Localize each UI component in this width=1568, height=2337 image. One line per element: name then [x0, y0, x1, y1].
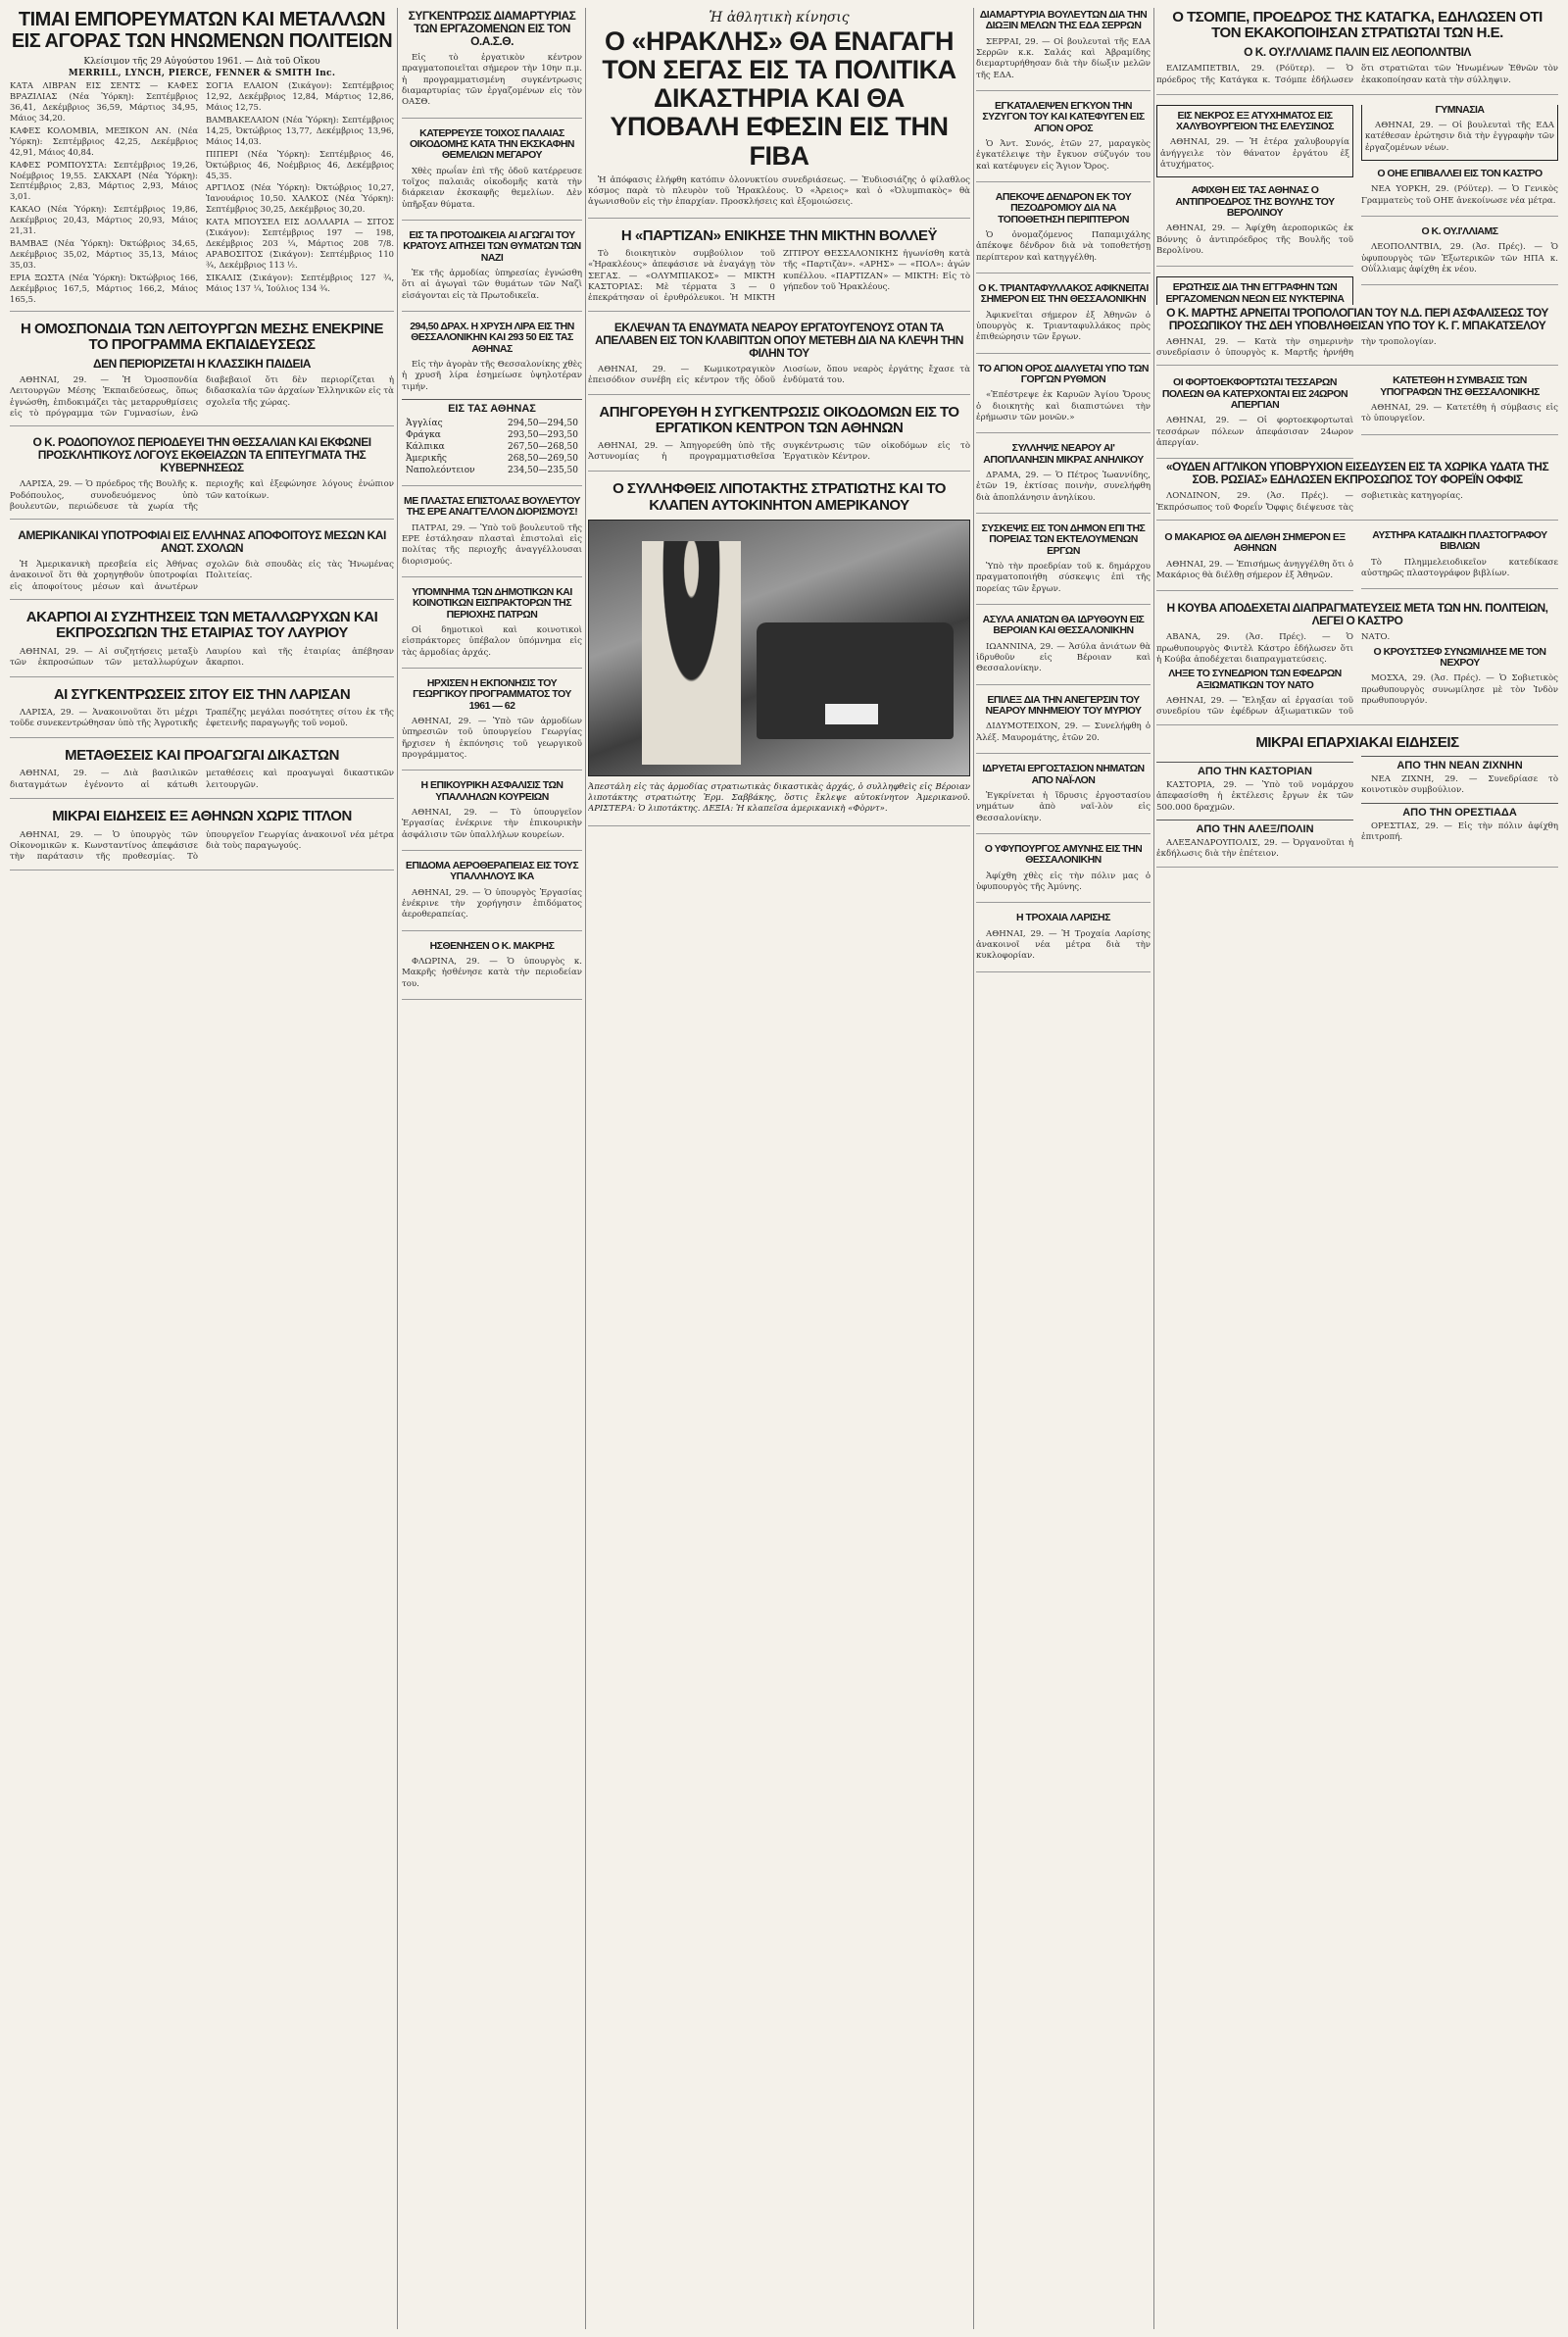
subheadline: Ο Κ. ΟΥ.Ι'ΛΛΙΑΜΣ ΠΑΛΙΝ ΕΙΣ ΛΕΟΠΟΛΝΤΒΙΛ [1244, 45, 1471, 60]
column-rule [585, 8, 586, 2329]
article-partizan [588, 228, 970, 312]
headline: ΕΠΙΔΟΜΑ ΑΕΡΟΘΕΡΑΠΕΙΑΣ ΕΙΣ ΤΟΥΣ ΥΠΑΛΛΗΛΟΥΣ ΙΚΑ [405, 860, 579, 883]
table-row [402, 453, 582, 465]
rate-label: Κάλπικα [406, 441, 445, 452]
commodity-prices-article [10, 10, 394, 312]
headline: ΜΙΚΡΑΙ ΕΙΔΗΣΕΙΣ ΕΞ ΑΘΗΝΩΝ ΧΩΡΙΣ ΤΙΤΛΟΝ [52, 808, 352, 825]
article-body: ΑΘΗΝΑΙ, 29. — Ἡ ἐτέρα χαλυβουργία ἀνήγγειλε τὸν θάνατον ἐργάτου ἐξ ἀτυχήματος. [1160, 137, 1349, 170]
price-line: ΚΑΤΑ ΛΙΒΡΑΝ ΕΙΣ ΣΕΝΤΣ — ΚΑΦΕΣ ΒΡΑΖΙΛΙΑΣ (Νέα Ὑόρκη): Σεπτέμβριος 36,41, Δεκέμβριος 36,59, Μάρτιος 34,95, Μάιος 34,20. [10, 80, 198, 123]
article-body: ΦΛΩΡΙΝΑ, 29. — Ὁ ὑπουργὸς κ. Μακρῆς ἠσθένησε κατὰ τὴν περιοδείαν του. [402, 957, 582, 989]
headline: ΑΦΙΧΘΗ ΕΙΣ ΤΑΣ ΑΘΗΝΑΣ Ο ΑΝΤΙΠΡΟΕΔΡΟΣ ΤΗΣ ΒΟΥΛΗΣ ΤΟΥ ΒΕΡΟΛΙΝΟΥ [1175, 184, 1335, 219]
headline: ΕΡΩΤΗΣΙΣ ΔΙΑ ΤΗΝ ΕΓΓΡΑΦΗΝ ΤΩΝ ΕΡΓΑΖΟΜΕΝΩΝ ΝΕΩΝ ΕΙΣ ΝΥΚΤΕΡΙΝΑ ΓΥΜΝΑΣΙΑ [1165, 103, 1485, 305]
headline: ΜΙΚΡΑΙ ΕΠΑΡΧΙΑΚΑΙ ΕΙΔΗΣΕΙΣ [1255, 733, 1459, 751]
gold-rates-table [402, 418, 582, 476]
column-4 [976, 8, 1151, 2329]
article-tree-kiosk [976, 192, 1151, 273]
headline: ΜΕ ΠΛΑΣΤΑΣ ΕΠΙΣΤΟΛΑΣ ΒΟΥΛΕΥΤΟΥ ΤΗΣ ΕΡΕ ΑΝΑΓΓΕΛΛΟΝ ΔΙΟΡΙΣΜΟΥΣ! [404, 494, 580, 519]
headline: ΗΣΘΕΝΗΣΕΝ Ο Κ. ΜΑΚΡΗΣ [429, 939, 555, 952]
headline: Η ΟΜΟΣΠΟΝΔΙΑ ΤΩΝ ΛΕΙΤΟΥΡΓΩΝ ΜΕΣΗΣ ΕΝΕΚΡΙΝΕ ΤΟ ΠΡΟΓΡΑΜΜΑ ΕΚΠΑΙΔΕΥΣΕΩΣ [20, 320, 384, 353]
article-body: ΑΘΗΝΑΙ, 29. — Ἔληξαν αἱ ἐργασίαι τοῦ συνεδρίου τῶν ἐφέδρων ἀξιωματικῶν τοῦ ΝΑΤΟ. [1156, 632, 1391, 718]
closing-date: Κλείσιμον τῆς 29 Αὐγούστου 1961. — Διὰ τοῦ Οἴκου [83, 57, 320, 68]
price-line: ΣΙΚΑΛΙΣ (Σικάγον): Σεπτέμβριος 127 ¾, Μάιος 137 ¼, Ἰούλιος 134 ¾. [206, 272, 394, 293]
article-body: ΣΕΡΡΑΙ, 29. — Οἱ βουλευταὶ τῆς ΕΔΑ Σερρῶν κ.κ. Σαλάς καὶ Ἀβραμίδης διεμαρτυρήθησαν διὰ τὴν δίωξιν μελῶν τῆς ΕΔΑ. [976, 36, 1151, 80]
article-body: ΑΘΗΝΑΙ, 29. — Ἀπηγορεύθη ὑπὸ τῆς Ἀστυνομίας ἡ προγραμματισθεῖσα συγκέντρωσις τῶν οἰκοδόμων εἰς τὸ Ἐργατικὸν Κέντρον. [588, 441, 970, 463]
article-defence-minister [976, 844, 1151, 903]
headline: Η ΤΡΟΧΑΙΑ ΛΑΡΙΣΗΣ [1016, 912, 1110, 924]
headline: 294,50 ΔΡΑΧ. Η ΧΡΥΣΗ ΛΙΡΑ ΕΙΣ ΤΗΝ ΘΕΣΣΑΛΟΝΙΚΗΝ ΚΑΙ 293 50 ΕΙΣ ΤΑΣ ΑΘΗΝΑΣ [410, 320, 574, 355]
headline: ΕΠΙΛΕΞ ΔΙΑ ΤΗΝ ΑΝΕΓΕΡΣΙΝ ΤΟΥ ΝΕΑΡΟΥ ΜΝΗΜΕΙΟΥ ΤΟΥ ΜΥΡΙΟΥ [985, 693, 1142, 718]
article-forger [1361, 530, 1558, 589]
article-body: Τὸ Πλημμελειοδικεῖον κατεδίκασε αὐστηρῶς πλαστογράφον βιβλίων. [1361, 557, 1558, 579]
license-plate [825, 704, 878, 724]
rate-label: Φράγκα [406, 429, 441, 440]
article-nazi-victims [402, 230, 582, 312]
article-body: ΛΟΝΔΙΝΟΝ, 29. (Ἀσ. Πρές). — Ἐκπρόσωπος τοῦ Φορεΐν Ὄφφις διέψευσε τὰς σοβιετικὰς κατηγορίας. [1156, 491, 1463, 513]
article-agri-programme [402, 678, 582, 771]
two-column-block [1156, 375, 1558, 459]
headline: Ο ΤΣΟΜΠΕ, ΠΡΟΕΔΡΟΣ ΤΗΣ ΚΑΤΑΓΚΑ, ΕΔΗΛΩΣΕΝ ΟΤΙ ΤΟΝ ΕΚΑΚΟΠΟΙΗΣΑΝ ΣΤΡΑΤΙΩΤΑΙ ΤΩΝ Η.Ε. [1172, 9, 1543, 42]
article-elefsina-accident [1156, 105, 1353, 178]
article-body: Ὁ ὀνομαζόμενος Παπαμιχάλης ἀπέκοψε δένδρον διὰ νὰ τοποθετήσῃ περίπτερον καὶ κατηγγέλθη. [976, 230, 1151, 263]
rate-value: 294,50—294,50 [508, 418, 578, 428]
headline: ΛΗΞΕ ΤΟ ΣΥΝΕΔΡΙΟΝ ΤΩΝ ΕΦΕΔΡΩΝ ΑΞΙΩΜΑΤΙΚΩΝ ΤΟΥ ΝΑΤΟ [1168, 668, 1342, 691]
article-body: ΑΘΗΝΑΙ, 29. — Ἡ Τροχαία Λαρίσης ἀνακοινοῖ νέα μέτρα διὰ τὴν κυκλοφορίαν. [976, 928, 1151, 962]
article-american-scholarships [10, 529, 394, 600]
article-body: ΑΘΗΝΑΙ, 29. — Κατὰ τὴν σημερινὴν συνεδρίασιν ὁ ὑπουργὸς κ. Μαρτῆς ἠρνήθη τὴν τροπολογίαν. [1156, 336, 1437, 359]
headline: ΥΠΟΜΝΗΜΑ ΤΩΝ ΔΗΜΟΤΙΚΩΝ ΚΑΙ ΚΟΙΝΟΤΙΚΩΝ ΕΙΣΠΡΑΚΤΟΡΩΝ ΤΗΣ ΠΕΡΙΟΧΗΣ ΠΑΤΡΩΝ [412, 586, 572, 621]
subheadline: ΔΕΝ ΠΕΡΙΟΡΙΖΕΤΑΙ Η ΚΛΑΣΣΙΚΗ ΠΑΙΔΕΙΑ [93, 357, 311, 371]
commodity-prices-headline: ΤΙΜΑΙ ΕΜΠΟΡΕΥΜΑΤΩΝ ΚΑΙ ΜΕΤΑΛΛΩΝ ΕΙΣ ΑΓΟΡΑΣ ΤΩΝ ΗΝΩΜΕΝΩΝ ΠΟΛΙΤΕΙΩΝ [11, 9, 393, 52]
headline: ΕΚΛΕΨΑΝ ΤΑ ΕΝΔΥΜΑΤΑ ΝΕΑΡΟΥ ΕΡΓΑΤΟΥΓΕΝΟΥΣ ΟΤΑΝ ΤΑ ΑΠΕΛΑΒΕΝ ΕΙΣ ΤΟΝ ΚΛΑΒΙΠΤΩΝ ΟΠΟΥ ΜΕΤΕΒΗ ΔΙΑ ΝΑ ΚΛΕΨΗ ΤΗΝ ΦΙΛΗΝ ΤΟΥ [595, 320, 963, 360]
headline: Ο Κ. ΡΟΔΟΠΟΥΛΟΣ ΠΕΡΙΟΔΕΥΕΙ ΤΗΝ ΘΕΣΣΑΛΙΑΝ ΚΑΙ ΕΚΦΩΝΕΙ ΠΡΟΣΚΛΗΤΙΚΟΥΣ ΛΟΓΟΥΣ ΕΚΘΕΙΑΖΩΝ ΤΑ ΕΠΙΤΕΥΓΜΑΤΑ ΤΗΣ ΚΥΒΕΡΝΗΣΕΩΣ [32, 435, 371, 475]
article-body: ΝΕΑ ΖΙΧΝΗ, 29. — Συνεδρίασε τὸ κοινοτικὸν συμβούλιον. [1361, 773, 1558, 796]
column-2 [402, 8, 582, 2329]
headline: ΗΡΧΙΣΕΝ Η ΕΚΠΟΝΗΣΙΣ ΤΟΥ ΓΕΩΡΓΙΚΟΥ ΠΡΟΓΡΑΜΜΑΤΟΣ ΤΟΥ 1961 — 62 [413, 677, 571, 712]
rate-label: Ἀμερικῆς [406, 453, 447, 464]
article-body: ΟΡΕΣΤΙΑΣ, 29. — Εἰς τὴν πόλιν ἀφίχθη ἐπιτροπή. [1361, 820, 1558, 842]
price-line: ΕΡΙΑ ΞΩΣΤΑ (Νέα Ὑόρκη): Ὀκτώβριος 166, Δεκέμβριος 167,5, Μάρτιος 166,2, Μάιος 165,5. [10, 272, 198, 304]
article-iraklis-segas [588, 27, 970, 219]
article-body: ΑΘΗΝΑΙ, 29. — Οἱ φορτοεκφορτωταὶ τεσσάρων πόλεων ἀπεφάσισαν 24ωρον ἀπεργίαν. [1156, 416, 1353, 449]
article-body: ΑΘΗΝΑΙ, 29. — Ἡ Ὁμοσπονδία Λειτουργῶν Μέσης Ἐκπαιδεύσεως, ὅπως ἐγνώσθη, ἐπιδοκιμάζει τὰς μεταρρυθμίσεις εἰς τὸ πρόγραμμα τῶν Γυμνασίων, ἐνῶ διαβεβαιοῖ ὅτι δὲν περιορίζεται ἡ διδασκαλία τῶν ἀρχαίων Ἑλληνικῶν εἰς τὰ σχολεῖα τῆς χώρας. [10, 374, 394, 419]
article-makarios [1156, 532, 1353, 591]
headline: Ο ΟΗΕ ΕΠΙΒΑΛΛΕΙ ΕΙΣ ΤΟΝ ΚΑΣΤΡΟ [1377, 167, 1543, 179]
lead-headline: Ο «ΗΡΑΚΛΗΣ» ΘΑ ΕΝΑΓΑΓΗ ΤΟΝ ΣΕΓΑΣ ΕΙΣ ΤΑ ΠΟΛΙΤΙΚΑ ΔΙΚΑΣΤΗΡΙΑ ΚΑΙ ΘΑ ΥΠΟΒΑΛΗ ΕΦΕΣΙΝ ΕΙΣ ΤΗΝ FIBA [602, 26, 956, 171]
headline: ΑΙ ΣΥΓΚΕΝΤΡΩΣΕΙΣ ΣΙΤΟΥ ΕΙΣ ΤΗΝ ΛΑΡΙΣΑΝ [53, 685, 351, 703]
article-deserter-photo [588, 481, 970, 825]
provincial-head: ΑΠΟ ΤΗΝ ΑΛΕΞ/ΠΟΛΙΝ [1156, 820, 1353, 835]
headline: ΔΙΑΜΑΡΤΥΡΙΑ ΒΟΥΛΕΥΤΩΝ ΔΙΑ ΤΗΝ ΔΙΩΞΙΝ ΜΕΛΩΝ ΤΗΣ ΕΔΑ ΣΕΡΡΩΝ [979, 9, 1148, 32]
table-row [402, 429, 582, 441]
headline: ΣΥΣΚΕΨΙΣ ΕΙΣ ΤΟΝ ΔΗΜΟΝ ΕΠΙ ΤΗΣ ΠΟΡΕΙΑΣ ΤΩΝ ΕΚΤΕΛΟΥΜΕΝΩΝ ΕΡΓΩΝ [981, 522, 1146, 557]
headline: ΚΑΤΕΤΕΘΗ Η ΣΥΜΒΑΣΙΣ ΤΩΝ ΥΠΟΓΡΑΦΩΝ ΤΗΣ ΘΕΣΣΑΛΟΝΙΚΗΣ [1380, 374, 1540, 398]
rate-value: 267,50—268,50 [508, 441, 578, 452]
article-tshombe [1156, 10, 1558, 95]
price-line: ΒΑΜΒΑΞ (Νέα Ὑόρκη): Ὀκτώβριος 34,65, Δεκέμβριος 35,02, Μάρτιος 35,13, Μάιος 35,03. [10, 238, 198, 270]
article-body: ΙΩΑΝΝΙΝΑ, 29. — Ἀσύλα ἀνιάτων θὰ ἱδρυθοῦν εἰς Βέροιαν καὶ Θεσσαλονίκην. [976, 641, 1151, 674]
article-traffic-larisa [976, 913, 1151, 971]
headline: Ο Κ. ΤΡΙΑΝΤΑΦΥΛΛΑΚΟΣ ΑΦΙΚΝΕΙΤΑΙ ΣΗΜΕΡΟΝ ΕΙΣ ΤΗΝ ΘΕΣΣΑΛΟΝΙΚΗΝ [978, 282, 1149, 306]
provincial-head: ΑΠΟ ΤΗΝ ΟΡΕΣΤΙΑΔΑ [1361, 803, 1558, 819]
article-berlin-vp [1156, 185, 1353, 267]
rate-value: 293,50—293,50 [508, 429, 578, 440]
article-body: ΑΘΗΝΑΙ, 29. — Κωμικοτραγικὸν ἐπεισόδιον συνέβη εἰς κέντρον τῆς ὁδοῦ Λιοσίων, ὅπου νεαρὸς ἐργάτης ἔχασε τὰ ἐνδύματά του. [588, 364, 970, 385]
article-martis-dei [1156, 307, 1558, 367]
article-triantafyllakos [976, 283, 1151, 354]
article-barber-insurance [402, 780, 582, 851]
article-stolen-clothes [588, 322, 970, 395]
article-body: Ἐγκρίνεται ἡ ἵδρυσις ἐργοστασίου νημάτων ἀπὸ ναϊ-λὸν εἰς Θεσσαλονίκην. [976, 790, 1151, 823]
price-line: ΠΙΠΕΡΙ (Νέα Ὑόρκη): Σεπτέμβριος 46, Ὀκτώβριος 46, Νοέμβριος 46, Δεκέμβριος 45,35. [206, 148, 394, 180]
article-body: ΑΘΗΝΑΙ, 29. — Ὁ ὑπουργὸς Ἐργασίας ἐνέκρινε τὴν χορήγησιν ἐπιδόματος ἀεροθεραπείας. [402, 887, 582, 920]
article-body: ΑΒΑΝΑ, 29. (Ἀσ. Πρές). — Ὁ πρωθυπουργὸς Φιντὲλ Κάστρο ἐδήλωσεν ὅτι ἡ Κούβα ἀποδέχεται διαπραγματεύσεις. [1156, 632, 1353, 666]
article-lavrion-miners [10, 610, 394, 677]
article-judges-transfers [10, 748, 394, 799]
article-wheat-larisa [10, 687, 394, 738]
headline: ΑΠΗΓΟΡΕΥΘΗ Η ΣΥΓΚΕΝΤΡΩΣΙΣ ΟΙΚΟΔΟΜΩΝ ΕΙΣ ΤΟ ΕΡΓΑΤΙΚΟΝ ΚΕΝΤΡΟΝ ΤΩΝ ΑΘΗΝΩΝ [599, 403, 959, 436]
article-williams [1361, 226, 1558, 285]
article-body: ΝΕΑ ΥΟΡΚΗ, 29. (Ρόϋτερ). — Ὁ Γενικὸς Γραμματεὺς τοῦ ΟΗΕ ἀνεκοίνωσε νέα μέτρα. [1361, 184, 1558, 206]
headline: ΑΚΑΡΠΟΙ ΑΙ ΣΥΖΗΤΗΣΕΙΣ ΤΩΝ ΜΕΤΑΛΛΩΡΥΧΩΝ ΚΑΙ ΕΚΠΡΟΣΩΠΩΝ ΤΗΣ ΕΤΑΙΡΙΑΣ ΤΟΥ ΛΑΥΡΙΟΥ [25, 609, 378, 642]
article-body: ΑΘΗΝΑΙ, 29. — Τὸ ὑπουργεῖον Ἐργασίας ἐνέκρινε τὴν ἐπικουρικὴν ἀσφάλισιν τῶν ὑπαλλήλων κουρείων. [402, 808, 582, 840]
price-line: ΑΡΓΙΛΟΣ (Νέα Ὑόρκη): Ὀκτώβριος 10,27, Ἰανουάριος 10,50. ΧΑΛΚΟΣ (Νέα Ὑόρκη): Σεπτέμβριος 30,25, Δεκέμβριος 30,20. [206, 182, 394, 215]
article-body: Ἀφίχθη χθὲς εἰς τὴν πόλιν μας ὁ ὑφυπουργὸς τῆς Ἀμύνης. [976, 870, 1151, 892]
soldier-figure [642, 541, 741, 766]
headline: Η ΚΟΥΒΑ ΑΠΟΔΕΧΕΤΑΙ ΔΙΑΠΡΑΓΜΑΤΕΥΣΕΙΣ ΜΕΤΑ ΤΩΝ ΗΝ. ΠΟΛΙΤΕΙΩΝ, ΛΕΓΕΙ Ο ΚΑΣΤΡΟ [1166, 601, 1548, 628]
price-line: ΒΑΜΒΑΚΕΛΑΙΟΝ (Νέα Ὑόρκη): Σεπτέμβριος 14,25, Ὀκτώβριος 13,77, Δεκέμβριος 13,96, Μάιος 14,03. [206, 114, 394, 146]
article-mount-athos [976, 364, 1151, 434]
article-body: ΑΛΕΞΑΝΔΡΟΥΠΟΛΙΣ, 29. — Ὀργανοῦται ἡ ἐκδήλωσις διὰ τὴν ἐπέτειον. [1156, 837, 1353, 860]
column-rule [973, 8, 974, 2329]
article-mount-athos-husband [976, 101, 1151, 182]
article-arrest-drama [976, 443, 1151, 514]
two-column-block [1156, 530, 1558, 600]
article-rodopoulos-thessaly [10, 436, 394, 520]
headline: ΤΟ ΑΓΙΟΝ ΟΡΟΣ ΔΙΑΛΥΕΤΑΙ ΥΠΟ ΤΩΝ ΓΟΡΓΩΝ ΡΥΘΜΟΝ [978, 362, 1149, 386]
column-5 [1156, 8, 1558, 2329]
article-body: ΑΘΗΝΑΙ, 29. — Ὁ ὑπουργὸς τῶν Οἰκονομικῶν κ. Κωνσταντίνος ἀπεφάσισε τὴν παράτασιν τῆς προθεσμίας. Τὸ ὑπουργεῖον Γεωργίας ἀνακοινοῖ νέα μέτρα διὰ τοὺς παραγωγούς. [10, 829, 394, 863]
article-body: ΑΘΗΝΑΙ, 29. — Ἐπισήμως ἀνηγγέλθη ὅτι ὁ Μακάριος θὰ διέλθῃ σήμερον ἐξ Ἀθηνῶν. [1156, 559, 1353, 581]
article-body: Τὸ διοικητικὸν συμβούλιον τοῦ «Ἡρακλέους» ἀπεφάσισε νὰ ἐναγάγῃ τὸν ΣΕΓΑΣ. — «ΟΛΥΜΠΙΑΚΟΣ» — ΜΙΚΤΗ ΚΑΣΤΟΡΙΑΣ: Μὲ τέρματα 3 — 0 ἐπεκράτησαν οἱ ἐρυθρόλευκοι. Ἡ ΜΙΚΤΗ ΖΙΤΙΡΟΥ ΘΕΣΣΑΛΟΝΙΚΗΣ ἠγωνίσθη κατὰ τῆς «Παρτιζὰν». «ΑΡΗΣ» — «ΠΟΛ»: ἀγών κυπέλλου. «ΠΑΡΤΙΖΑΝ» — ΜΙΚΤΗ: Εἰς τὸ γήπεδον τοῦ Ἡρακλέους. [588, 249, 970, 304]
article-body: ΑΘΗΝΑΙ, 29. — Διὰ βασιλικῶν διαταγμάτων ἐγένοντο αἱ κάτωθι μεταθέσεις καὶ προαγωγαὶ δικαστικῶν λειτουργῶν. [10, 769, 394, 790]
headline: ΜΕΤΑΘΕΣΕΙΣ ΚΑΙ ΠΡΟΑΓΩΓΑΙ ΔΙΚΑΣΤΩΝ [65, 747, 339, 765]
article-body: ΑΘΗΝΑΙ, 29. — Κατετέθη ἡ σύμβασις εἰς τὸ ὑπουργεῖον. [1361, 403, 1558, 424]
article-un-castro [1361, 169, 1558, 217]
article-forged-letters [402, 496, 582, 577]
headline: ΚΑΤΕΡΡΕΥΣΕ ΤΟΙΧΟΣ ΠΑΛΑΙΑΣ ΟΙΚΟΔΟΜΗΣ ΚΑΤΑ ΤΗΝ ΕΚΣΚΑΦΗΝ ΘΕΜΕΛΙΩΝ ΜΕΓΑΡΟΥ [409, 126, 575, 162]
headline: Ο Κ. ΟΥ.Ι'ΛΛΙΑΜΣ [1421, 224, 1498, 237]
headline: Ο ΜΑΚΑΡΙΟΣ ΘΑ ΔΙΕΛΘΗ ΣΗΜΕΡΟΝ ΕΞ ΑΘΗΝΩΝ [1164, 531, 1346, 555]
article-body: Ὁ Ἀντ. Συνός, ἐτῶν 27, μαραγκὸς ἐγκατέλειψε τὴν ἔγκυον σύζυγόν του καὶ κατέφυγεν εἰς Ἅγιον Ὄρος. [976, 139, 1151, 172]
headline: Ο ΣΥΛΛΗΦΘΕΙΣ ΛΙΠΟΤΑΚΤΗΣ ΣΤΡΑΤΙΩΤΗΣ ΚΑΙ ΤΟ ΚΛΑΠΕΝ ΑΥΤΟΚΙΝΗΤΟΝ ΑΜΕΡΙΚΑΝΟΥ [612, 480, 946, 514]
article-body: ΕΛΙΖΑΜΠΕΤΒΙΛ, 29. (Ρόϋτερ). — Ὁ πρόεδρος τῆς Κατάγκα κ. Τσόμπε ἐδήλωσεν ὅτι στρατιῶται τῶν Ἡνωμένων Ἐθνῶν τὸν ἐκακοποίησαν κατὰ τὴν σύλληψιν. [1156, 64, 1558, 85]
article-wall-collapse [402, 128, 582, 221]
price-line: ΣΟΓΙΑ ΕΛΑΙΟΝ (Σικάγον): Σεπτέμβριος 12,92, Δεκέμβριος 12,84, Μάρτιος 12,86, Μάιος 12,75. [206, 80, 394, 113]
rate-label: Ἀγγλίας [406, 418, 443, 428]
headline: ΙΔΡΥΕΤΑΙ ΕΡΓΟΣΤΑΣΙΟΝ ΝΗΜΑΤΩΝ ΑΠΟ ΝΑΪ-ΛΟΝ [982, 763, 1145, 786]
headline: «ΟΥΔΕΝ ΑΓΓΛΙΚΟΝ ΥΠΟΒΡΥΧΙΟΝ ΕΙΣΕΔΥΣΕΝ ΕΙΣ ΤΑ ΧΩΡΙΚΑ ΥΔΑΤΑ ΤΗΣ ΣΟΒ. ΡΩΣΙΑΣ» ΕΔΗΛΩΣΕΝ ΕΚΠΡΟΣΩΠΟΣ ΤΟΥ ΦΟΡΕΪΝ ΟΦΦΙΣ [1165, 460, 1549, 487]
article-body: ΔΙΔΥΜΟΤΕΙΧΟΝ, 29. — Συνελήφθη ὁ Ἀλέξ. Μαυρομάτης, ἐτῶν 20. [976, 721, 1151, 743]
article-body: Ἀφικνεῖται σήμερον ἐξ Ἀθηνῶν ὁ ὑπουργὸς κ. Τριανταφυλλάκος πρὸς ἐπιθεώρησιν τῶν ἔργων. [976, 310, 1151, 343]
rate-value: 234,50—235,50 [508, 465, 578, 475]
article-provincial-news [1156, 735, 1558, 868]
article-contract [1361, 375, 1558, 434]
article-body: ΑΘΗΝΑΙ, 29. — Ἀφίχθη ἀεροπορικῶς ἐκ Βόννης ὁ ἀντιπρόεδρος τῆς Βουλῆς τοῦ Βερολίνου. [1156, 224, 1353, 256]
headline: ΑΣΥΛΑ ΑΝΙΑΤΩΝ ΘΑ ΙΔΡΥΘΟΥΝ ΕΙΣ ΒΕΡΟΙΑΝ ΚΑΙ ΘΕΣΣΑΛΟΝΙΚΗΝ [982, 614, 1145, 637]
article-body: Ἡ Ἀμερικανικὴ πρεσβεία εἰς Ἀθήνας ἀνακοινοῖ ὅτι θὰ χορηγηθοῦν ὑποτροφίαι εἰς ἀποφοίτους μέσων καὶ ἀνωτέρων σχολῶν διὰ σπουδὰς εἰς τὰς Ἡνωμένας Πολιτείας. [10, 560, 394, 592]
article-body: Ἐκ τῆς ἀρμοδίας ὑπηρεσίας ἐγνώσθη ὅτι αἱ ἀγωγαὶ τῶν θυμάτων τῶν Ναζὶ εἰσάγονται εἰς τὰ Πρωτοδικεῖα. [402, 268, 582, 301]
article-municipal-works [976, 523, 1151, 605]
article-cuba [1156, 602, 1558, 724]
article-oasth-rally [402, 10, 582, 119]
two-column-block [1156, 105, 1558, 305]
headline: ΕΙΣ ΤΑ ΠΡΟΤΟΔΙΚΕΙΑ ΑΙ ΑΓΩΓΑΙ ΤΟΥ ΚΡΑΤΟΥΣ ΑΙΤΗΣΕΙ ΤΩΝ ΘΥΜΑΤΩΝ ΤΩΝ ΝΑΖΙ [403, 228, 581, 264]
price-line: ΚΑΚΑΟ (Νέα Ὑόρκη): Σεπτέμβριος 19,86, Δεκέμβριος 20,43, Μάρτιος 20,93, Μάιος 21,31. [10, 204, 198, 236]
article-education-programme [10, 322, 394, 427]
table-row [402, 418, 582, 429]
article-body: ΔΡΑΜΑ, 29. — Ὁ Πέτρος Ἰωαννίδης, ἐτῶν 19, ἐκτίσας ποινὴν, συνελήφθη διὰ ἀποπλάνησιν ἀνηλίκου. [976, 471, 1151, 503]
broker-name: MERRILL, LYNCH, PIERCE, FENNER & SMITH Inc. [68, 69, 336, 79]
price-line: ΚΑΦΕΣ ΚΟΛΟΜΒΙΑ, ΜΕΞΙΚΟΝ ΑΝ. (Νέα Ὑόρκη): Σεπτέμβριος 42,25, Δεκέμβριος 42,91, Μάιος 40,84. [10, 124, 198, 157]
rates-title: ΕΙΣ ΤΑΣ ΑΘΗΝΑΣ [402, 399, 582, 415]
headline: ΣΥΓΚΕΝΤΡΩΣΙΣ ΔΙΑΜΑΡΤΥΡΙΑΣ ΤΩΝ ΕΡΓΑΖΟΜΕΝΩΝ ΕΙΣ ΤΟΝ Ο.Α.Σ.Θ. [408, 9, 576, 48]
article-body: ΛΑΡΙΣΑ, 29. — Ἀνακοινοῦται ὅτι μέχρι τοῦδε συνεκεντρώθησαν ὑπὸ τῆς Ἀγροτικῆς Τραπέζης μεγάλαι ποσότητες σίτου ἐκ τῆς ἐφετεινῆς παραγωγῆς τοῦ νομοῦ. [10, 707, 394, 729]
article-body: Ἡ ἀπόφασις ἐλήφθη κατόπιν ὁλονυκτίου συνεδριάσεως. — Ἐυδιοσιάζης ὁ φίλαθλος κόσμος παρὰ τὸ πλευρὸν τοῦ Ἡρακλέους. Ὁ «Ἀρειος» καὶ ὁ «Ὀλυμπιακὸς» θὰ ἀγωνισθοῦν εἰς τὴν ἐπαρχίαν. Προσκλήσεις καὶ ἐξομοιώσεις. [588, 174, 970, 208]
article-body: «Ἐπέστρεψε ἐκ Καρυῶν Ἁγίου Ὄρους ὁ διοικητὴς καὶ διαπιστώνει τὴν ἐρήμωσιν τῶν μονῶν.» [976, 390, 1151, 423]
article-makris-ill [402, 941, 582, 1000]
column-rule [397, 8, 398, 2329]
news-photo [588, 520, 970, 776]
article-dockers-strike [1156, 377, 1353, 459]
article-monument [976, 695, 1151, 754]
headline: ΑΥΣΤΗΡΑ ΚΑΤΑΔΙΚΗ ΠΛΑΣΤΟΓΡΑΦΟΥ ΒΙΒΛΙΩΝ [1372, 529, 1547, 553]
column-1 [10, 8, 394, 2329]
headline: ΑΠΕΚΟΨΕ ΔΕΝΔΡΟΝ ΕΚ ΤΟΥ ΠΕΖΟΔΡΟΜΙΟΥ ΔΙΑ ΝΑ ΤΟΠΟΘΕΤΗΣΗ ΠΕΡΙΠΤΕΡΟΝ [995, 191, 1132, 225]
article-body: Εἰς τὸ ἐργατικὸν κέντρον πραγματοποιεῖται σήμερον τὴν 10ην π.μ. ἡ προγραμματισμένη συγκέντρωσις διαμαρτυρίας τῶν ἐργαζομένων εἰς τὸν ΟΑΣΘ. [402, 52, 582, 108]
article-eda-serres [976, 10, 1151, 91]
provincial-head: ΑΠΟ ΤΗΝ ΝΕΑΝ ΖΙΧΝΗΝ [1361, 756, 1558, 771]
headline: Η ΕΠΙΚΟΥΡΙΚΗ ΑΣΦΑΛΙΣΙΣ ΤΩΝ ΥΠΑΛΛΗΛΩΝ ΚΟΥΡΕΙΩΝ [420, 779, 564, 803]
article-body: ΛΕΟΠΟΛΝΤΒΙΛ, 29. (Ἀσ. Πρές). — Ὁ ὑφυπουργὸς τῶν Ἐξωτερικῶν τῶν ΗΠΑ κ. Οὐΐλλιαμς ἀφίχθη ἐκ νέου. [1361, 242, 1558, 274]
article-body: Εἰς τὴν ἀγορὰν τῆς Θεσσαλονίκης χθὲς ἡ χρυσῆ λίρα ἐσημείωσε ὑψηλοτέραν τιμήν. [402, 359, 582, 392]
article-body: Οἱ δημοτικοὶ καὶ κοινοτικοὶ εἰσπράκτορες ὑπέβαλον ὑπόμνημα εἰς τὰς ἀρμοδίας ἀρχάς. [402, 624, 582, 658]
headline: ΑΜΕΡΙΚΑΝΙΚΑΙ ΥΠΟΤΡΟΦΙΑΙ ΕΙΣ ΕΛΛΗΝΑΣ ΑΠΟΦΟΙΤΟΥΣ ΜΕΣΩΝ ΚΑΙ ΑΝΩΤ. ΣΧΟΛΩΝ [18, 528, 386, 556]
article-body: ΛΑΡΙΣΑ, 29. — Ὁ πρόεδρος τῆς Βουλῆς κ. Ροδόπουλος, συνοδευόμενος ὑπὸ βουλευτῶν, περιώδευσε τὰ χωρία τῆς περιοχῆς καὶ ἐξεφώνησε λόγους ἐνώπιον τῶν κατοίκων. [10, 479, 394, 512]
article-submarine [1156, 461, 1558, 521]
provincial-head: ΑΠΟ ΤΗΝ ΚΑΣΤΟΡΙΑΝ [1156, 762, 1353, 777]
headline: Ο Κ. ΜΑΡΤΗΣ ΑΡΝΕΙΤΑΙ ΤΡΟΠΟΛΟΓΙΑΝ ΤΟΥ Ν.Δ. ΠΕΡΙ ΑΣΦΑΛΙΣΕΩΣ ΤΟΥ ΠΡΟΣΩΠΙΚΟΥ ΤΗΣ ΔΕΗ ΥΠΟΒΛΗΘΕΙΣΑΝ ΥΠΟ ΤΟΥ Κ. Γ. ΜΠΑΚΑΤΣΕΛΟΥ [1166, 305, 1548, 332]
article-body: Ὑπὸ τὴν προεδρίαν τοῦ κ. δημάρχου πραγματοποιήθη σύσκεψις ἐπὶ τῆς πορείας τῶν ἔργων. [976, 562, 1151, 594]
section-kicker: Ἡ ἀθλητικὴ κίνησις [709, 10, 850, 25]
article-collectors-memo [402, 587, 582, 669]
article-nylon-factory [976, 764, 1151, 834]
price-line: ΚΑΦΕΣ ΡΟΜΠΟΥΣΤΑ: Σεπτέμβριος 19,26, Νοέμβριος 19,55. ΣΑΚΧΑΡΙ (Νέα Ὑόρκη): Σεπτέμβριος 2,83, Μάρτιος 2,93, Μάιος 3,01. [10, 159, 198, 202]
headline: Η «ΠΑΡΤΙΖΑΝ» ΕΝΙΚΗΣΕ ΤΗΝ ΜΙΚΤΗΝ ΒΟΛΛΕΫ [620, 226, 938, 244]
article-athens-briefs [10, 809, 394, 870]
article-asylums [976, 615, 1151, 685]
headline: ΟΙ ΦΟΡΤΟΕΚΦΟΡΤΩΤΑΙ ΤΕΣΣΑΡΩΝ ΠΟΛΕΩΝ ΘΑ ΚΑΤΕΡΧΟΝΤΑΙ ΕΙΣ 24ΩΡΟΝ ΑΠΕΡΓΙΑΝ [1161, 376, 1348, 412]
article-body: ΑΘΗΝΑΙ, 29. — Οἱ βουλευταὶ τῆς ΕΔΑ κατέθεσαν ἐρώτησιν διὰ τὴν ἐγγραφὴν τῶν ἐργαζομένων νέων. [1365, 120, 1554, 153]
price-line: ΚΑΤΑ ΜΠΟΥΣΕΛ ΕΙΣ ΔΟΛΛΑΡΙΑ — ΣΙΤΟΣ (Σικάγον): Σεπτέμβριος 197 — 198, Δεκέμβριος 203 ¼, Μάρτιος 208 7/8. ΑΡΑΒΟΣΙΤΟΣ (Σικάγον): Σεπτέμβριος 110 ¾, Δεκέμβριος 113 ½. [206, 217, 394, 270]
rate-label: Ναπολεόντειον [406, 465, 475, 475]
article-builders-ban [588, 405, 970, 472]
article-body: ΚΑΣΤΟΡΙΑ, 29. — Ὑπὸ τοῦ νομάρχου ἀπεφασίσθη ἡ ἐκτέλεσις ἔργων ἐκ τῶν 500.000 δραχμῶν. [1156, 779, 1353, 813]
column-3 [588, 8, 970, 2329]
article-body: Χθὲς πρωΐαν ἐπὶ τῆς ὁδοῦ κατέρρευσε τοῖχος παλαιᾶς οἰκοδομῆς κατὰ τὴν διάρκειαν ἐκσκαφῆς θεμελίων. Δὲν ὑπῆρξαν θύματα. [402, 166, 582, 210]
table-row [402, 465, 582, 476]
rate-value: 268,50—269,50 [508, 453, 578, 464]
article-body: ΠΑΤΡΑΙ, 29. — Ὑπὸ τοῦ βουλευτοῦ τῆς ΕΡΕ ἐστάλησαν πλασταὶ ἐπιστολαὶ εἰς πολίτας τῆς περιοχῆς ἀναγγέλλουσαι διορισμούς. [402, 522, 582, 567]
article-body: ΑΘΗΝΑΙ, 29. — Ὑπὸ τῶν ἁρμοδίων ὑπηρεσιῶν τοῦ ὑπουργείου Γεωργίας ἤρχισεν ἡ ἐκπόνησις τοῦ γεωργικοῦ προγράμματος. [402, 717, 582, 761]
headline: ΣΥΛΛΗΨΙΣ ΝΕΑΡΟΥ ΑΙ' ΑΠΟΠΛΑΝΗΣΙΝ ΜΙΚΡΑΣ ΑΝΗΛΙΚΟΥ [983, 442, 1144, 466]
article-gold-sovereign [402, 322, 582, 486]
article-body: ΜΟΣΧΑ, 29. (Ἀσ. Πρές). — Ὁ Σοβιετικὸς πρωθυπουργὸς συνωμίλησε μὲ τὸν Ἰνδὸν πρωθυπουργόν. [1361, 673, 1558, 707]
price-list [10, 80, 394, 304]
headline: ΕΓΚΑΤΑΛΕΙΨΕΝ ΕΓΚΥΟΝ ΤΗΝ ΣΥΖΥΓΟΝ ΤΟΥ ΚΑΙ ΚΑΤΕΦΥΓΕΝ ΕΙΣ ΑΓΙΟΝ ΟΡΟΣ [982, 100, 1145, 134]
article-body: ΑΘΗΝΑΙ, 29. — Αἱ συζητήσεις μεταξὺ τῶν ἐκπροσώπων τῶν μεταλλωρύχων Λαυρίου καὶ τῆς ἐταιρίας ἀπέβησαν ἄκαρποι. [10, 646, 394, 668]
article-ika-allowance [402, 861, 582, 931]
table-row [402, 441, 582, 453]
headline: Ο ΥΦΥΠΟΥΡΓΟΣ ΑΜΥΝΗΣ ΕΙΣ ΤΗΝ ΘΕΣΣΑΛΟΝΙΚΗΝ [984, 842, 1143, 867]
photo-caption: Ἀπεστάλη εἰς τὰς ἀρμοδίας στρατιωτικὰς δικαστικὰς ἀρχάς, ὁ συλληφθεὶς εἰς Βέροιαν λιποτάκτης στρατιώτης Ἐρμ. Σαββάκης, ὅστις ἔκλεψε αὐτοκίνητον Ἀμερικανοῦ. ΑΡΙΣΤΕΡΑ: Ὁ λιποτάκτης. ΔΕΞΙΑ: Ἡ κλαπεῖσα ἀμερικανικὴ «Φὸρντ». [588, 781, 970, 815]
headline: Ο ΚΡΟΥΣΤΣΕΦ ΣΥΝΩΜΙΛΗΣΕ ΜΕ ΤΟΝ ΝΕΧΡΟΥ [1373, 645, 1546, 669]
headline: ΕΙΣ ΝΕΚΡΟΣ ΕΞ ΑΤΥΧΗΜΑΤΟΣ ΕΙΣ ΧΑΛΥΒΟΥΡΓΕΙΟΝ ΤΗΣ ΕΛΕΥΣΙΝΟΣ [1175, 109, 1334, 132]
column-rule [1153, 8, 1154, 2329]
